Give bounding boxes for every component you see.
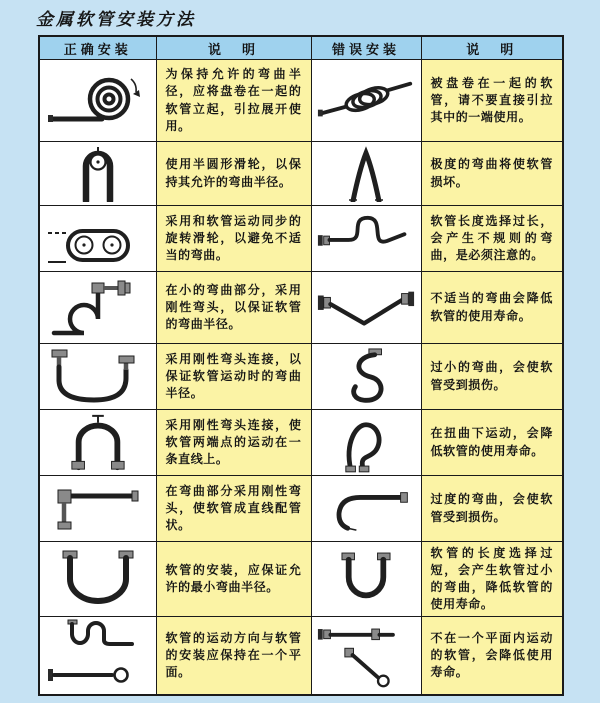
wrong-illustration-cell	[311, 142, 421, 206]
wrong-illustration-cell	[311, 272, 421, 344]
wrong-description: 不在一个平面内运动的软管，会降低使用寿命。	[421, 617, 563, 695]
table-row	[39, 617, 563, 695]
narrow-u-hose-icon	[316, 551, 416, 607]
correct-description: 在弯曲部分采用刚性弯头，使软管成直线配管状。	[156, 476, 311, 542]
hose-coil-pulled-icon	[316, 70, 416, 132]
hose-coil-unrolled-icon	[46, 68, 150, 134]
correct-description: 在小的弯曲部分，采用刚性弯头，以保证软管的弯曲半径。	[156, 272, 311, 344]
rigid-elbow-loop-icon	[46, 276, 150, 340]
table-row	[39, 272, 563, 344]
correct-illustration-cell	[39, 142, 156, 206]
header-description-left: 说 明	[156, 36, 311, 60]
rotating-pulley-track-icon	[46, 210, 150, 268]
correct-description: 采用刚性弯头连接，使软管两端点的运动在一条直线上。	[156, 410, 311, 476]
wrong-illustration-cell	[311, 60, 421, 142]
header-row	[39, 36, 563, 60]
out-of-plane-hose-icon	[316, 619, 416, 691]
elbow-connected-hose-icon	[46, 347, 150, 407]
wrong-description: 过度的弯曲，会使软管受到损伤。	[421, 476, 563, 542]
correct-illustration-cell	[39, 476, 156, 542]
correct-illustration-cell	[39, 272, 156, 344]
table-row	[39, 410, 563, 476]
correct-illustration-cell	[39, 206, 156, 272]
wrong-description: 软管的长度选择过短，会产生软管过小的弯曲，降低软管的使用寿命。	[421, 542, 563, 617]
wrong-description: 软管长度选择过长，会产生不规则的弯曲，是必须注意的。	[421, 206, 563, 272]
header-correct-install: 正确安装	[39, 36, 156, 60]
header-description-right: 说 明	[421, 36, 563, 60]
header-wrong-install: 错误安装	[311, 36, 421, 60]
looped-hose-icon	[316, 210, 416, 268]
table-row	[39, 142, 563, 206]
over-bent-hose-icon	[316, 482, 416, 536]
table-row	[39, 476, 563, 542]
wrong-illustration-cell	[311, 476, 421, 542]
wrong-illustration-cell	[311, 617, 421, 695]
table-row	[39, 206, 563, 272]
correct-illustration-cell	[39, 410, 156, 476]
wrong-illustration-cell	[311, 206, 421, 272]
page-title: 金属软管安装方法	[36, 10, 196, 29]
wrong-description: 在扭曲下运动，会降低软管的使用寿命。	[421, 410, 563, 476]
u-hose-min-radius-icon	[46, 549, 150, 609]
pulley-guided-hose-icon	[53, 146, 143, 202]
correct-description: 采用和软管运动同步的旋转滑轮，以避免不适当的弯曲。	[156, 206, 311, 272]
wrong-description: 过小的弯曲，会使软管受到损伤。	[421, 344, 563, 410]
sharply-bent-hose-icon	[321, 146, 411, 202]
correct-illustration-cell	[39, 617, 156, 695]
wrong-description: 不适当的弯曲会降低软管的使用寿命。	[421, 272, 563, 344]
correct-illustration-cell	[39, 344, 156, 410]
correct-description: 软管的运动方向与软管的安装应保持在一个平面。	[156, 617, 311, 695]
correct-description: 采用刚性弯头连接，以保证软管运动时的弯曲半径。	[156, 344, 311, 410]
wrong-illustration-cell	[311, 542, 421, 617]
wrong-description: 极度的弯曲将使软管损坏。	[421, 142, 563, 206]
s-shaped-hose-icon	[322, 347, 410, 407]
table-row	[39, 60, 563, 142]
sharp-v-hose-icon	[316, 278, 416, 338]
wrong-description: 被盘卷在一起的软管，请不要直接引拉其中的一端使用。	[421, 60, 563, 142]
correct-illustration-cell	[39, 542, 156, 617]
wrong-illustration-cell	[311, 344, 421, 410]
twisted-hose-icon	[316, 413, 416, 473]
u-hose-inline-motion-icon	[46, 413, 150, 473]
wrong-illustration-cell	[311, 410, 421, 476]
correct-description: 使用半圆形滑轮，以保持其允许的弯曲半径。	[156, 142, 311, 206]
table-row	[39, 542, 563, 617]
l-shaped-rigid-elbow-icon	[46, 482, 150, 536]
table-row	[39, 344, 563, 410]
in-plane-hose-icon	[46, 619, 150, 691]
correct-description: 为保持允许的弯曲半径，应将盘卷在一起的软管立起，引拉展开使用。	[156, 60, 311, 142]
correct-illustration-cell	[39, 60, 156, 142]
correct-description: 软管的安装，应保证允许的最小弯曲半径。	[156, 542, 311, 617]
installation-guide-table	[38, 35, 564, 696]
